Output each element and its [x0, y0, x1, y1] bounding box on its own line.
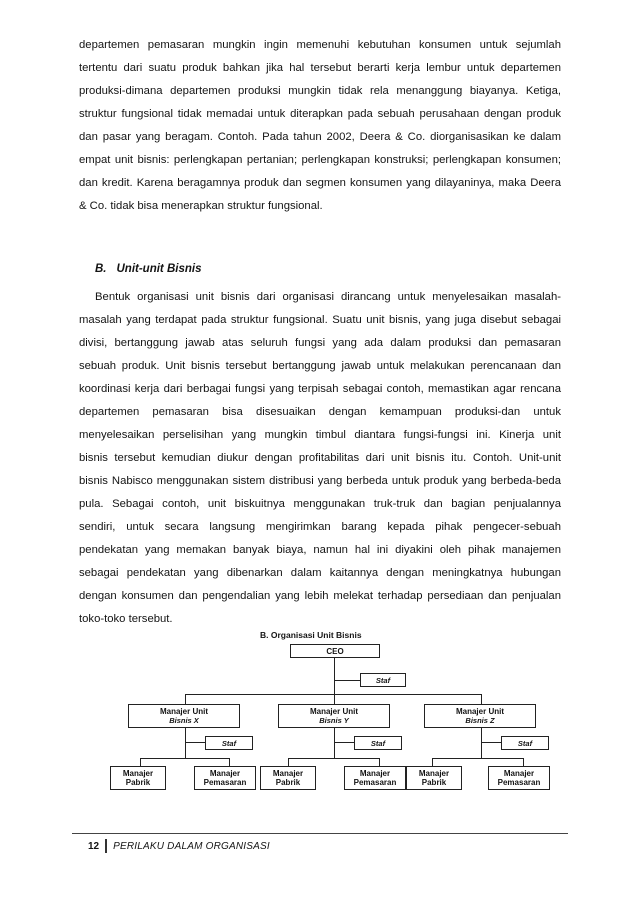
text-line: sebuah produk. Unit bisnis tersebut bertanggung jawab untuk melakukan perencanaan dan	[79, 360, 561, 372]
unit-staff-box	[205, 736, 253, 750]
box-line: Pabrik	[421, 778, 447, 787]
staff-label: Staf	[221, 738, 237, 748]
connector-line	[288, 758, 380, 759]
marketing-manager-box	[488, 766, 550, 790]
connector-line	[523, 758, 524, 766]
unit-manager-title: Manajer Unit	[309, 707, 358, 716]
connector-line	[185, 694, 186, 704]
paragraph-2	[79, 286, 561, 631]
box-line: Manajer	[272, 769, 304, 778]
text-line: pendekatan yang memakan banyak biaya, namun hal ini diyakini oleh pihak manajemen	[79, 544, 561, 556]
text-line: bisnis tersebut kemudian diukur dengan profitabilitas dari unit bisnis itu. Contoh. Unit-unit	[79, 452, 561, 464]
box-line: Pemasaran	[497, 778, 541, 787]
factory-manager-box	[260, 766, 316, 790]
text-line: pula. Sebagai contoh, unit biskuitnya menggunakan truk-truk dan bagian penjualannya	[79, 498, 561, 510]
text-line: tertentu dari suatu produk bahkan jika hal tersebut berarti kerja lembur untuk departemen	[79, 62, 561, 74]
unit-manager-name: Bisnis X	[169, 716, 199, 725]
text-line: struktur fungsional tidak memadai untuk diterapkan pada sebuah perusahaan dengan produk	[79, 108, 561, 120]
text-line: dan pasar yang beragam. Contoh. Pada tahun 2002, Deera & Co. diorganisasikan ke dalam	[79, 131, 561, 143]
connector-line	[334, 742, 354, 743]
text-line: sendiri, untuk secara langsung mengirimkan barang kepada pihak pengecer-sebuah	[79, 521, 561, 533]
footer-divider	[105, 839, 107, 853]
unit-manager-box	[128, 704, 240, 728]
staff-label: Staf	[370, 738, 386, 748]
box-line: Pemasaran	[203, 778, 247, 787]
footer-rule	[72, 833, 568, 834]
connector-line	[229, 758, 230, 766]
connector-line	[288, 758, 289, 766]
ceo-box	[290, 644, 380, 658]
org-chart-title: B. Organisasi Unit Bisnis	[260, 630, 362, 640]
connector-line	[334, 680, 360, 681]
text-line: Bentuk organisasi unit bisnis dari organisasi dirancang untuk menyelesaikan masalah-	[95, 291, 561, 303]
page-number: 12	[88, 840, 100, 852]
section-heading-label: B.	[95, 263, 107, 275]
unit-manager-box	[278, 704, 390, 728]
ceo-staff-box	[360, 673, 406, 687]
text-line: sebagai pendekatan yang dibenarkan dalam kaitannya dengan meningkatnya hubungan	[79, 567, 561, 579]
unit-manager-name: Bisnis Y	[319, 716, 349, 725]
text-line: toko-toko tersebut.	[79, 613, 173, 625]
text-line: dan kredit. Karena beragamnya produk dan segmen konsumen yang dilayaninya, maka Deera	[79, 177, 561, 189]
box-line: Manajer	[122, 769, 154, 778]
text-line: departemen pemasaran mungkin ingin memenuhi kebutuhan konsumen untuk sejumlah	[79, 39, 561, 51]
book-title: PERILAKU DALAM ORGANISASI	[113, 840, 270, 852]
staff-label: Staf	[375, 675, 391, 685]
factory-manager-box	[110, 766, 166, 790]
unit-manager-name: Bisnis Z	[465, 716, 495, 725]
text-line: departemen pemasaran bisa disesuaikan dengan kemampuan produksi-dan untuk	[79, 406, 561, 418]
text-line: dengan konsumen dan pengendalian yang lebih melekat terhadap persediaan dan penjualan	[79, 590, 561, 602]
marketing-manager-box	[194, 766, 256, 790]
connector-line	[432, 758, 524, 759]
text-line: produksi-dimana departemen produksi mungkin tidak rela menanggung biayanya. Ketiga,	[79, 85, 561, 97]
paragraph-1	[79, 34, 561, 218]
page-footer	[88, 839, 270, 853]
connector-line	[481, 742, 501, 743]
text-line: masalah yang terdapat pada struktur fungsional. Suatu unit bisnis, yang juga disebut sebagai	[79, 314, 561, 326]
box-line: Pabrik	[275, 778, 301, 787]
box-line: Manajer	[503, 769, 535, 778]
connector-line	[140, 758, 141, 766]
connector-line	[481, 694, 482, 704]
connector-line	[185, 694, 482, 695]
text-line: empat unit bisnis: perlengkapan pertanian; perlengkapan konstruksi; perlengkapan konsumen;	[79, 154, 561, 166]
unit-staff-box	[501, 736, 549, 750]
ceo-label: CEO	[326, 646, 344, 656]
unit-manager-title: Manajer Unit	[159, 707, 208, 716]
text-line: divisi, bertanggung jawab atas seluruh fungsi yang ada dalam produksi dan pemasaran	[79, 337, 561, 349]
unit-manager-title: Manajer Unit	[455, 707, 504, 716]
connector-line	[432, 758, 433, 766]
text-line: koordinasi kerja dari berbagai fungsi yang terpisah sebagai contoh, memastikan agar rencana	[79, 383, 561, 395]
section-heading	[95, 263, 201, 275]
text-line: menyelesaikan perselisihan yang mungkin timbul diantara fungsi-fungsi ini. Kinerja unit	[79, 429, 561, 441]
section-heading-text: Unit-unit Bisnis	[116, 263, 202, 275]
org-chart-figure	[110, 632, 552, 792]
connector-line	[379, 758, 380, 766]
unit-staff-box	[354, 736, 402, 750]
connector-line	[140, 758, 230, 759]
text-line: & Co. tidak bisa menerapkan struktur fungsional.	[79, 200, 323, 212]
box-line: Manajer	[359, 769, 391, 778]
box-line: Pabrik	[125, 778, 151, 787]
factory-manager-box	[406, 766, 462, 790]
box-line: Pemasaran	[353, 778, 397, 787]
marketing-manager-box	[344, 766, 406, 790]
box-line: Manajer	[209, 769, 241, 778]
connector-line	[185, 742, 205, 743]
unit-manager-box	[424, 704, 536, 728]
box-line: Manajer	[418, 769, 450, 778]
staff-label: Staf	[517, 738, 533, 748]
text-line: bisnis Nabisco menggunakan sistem distribusi yang berbeda untuk produk yang berbeda-beda	[79, 475, 561, 487]
